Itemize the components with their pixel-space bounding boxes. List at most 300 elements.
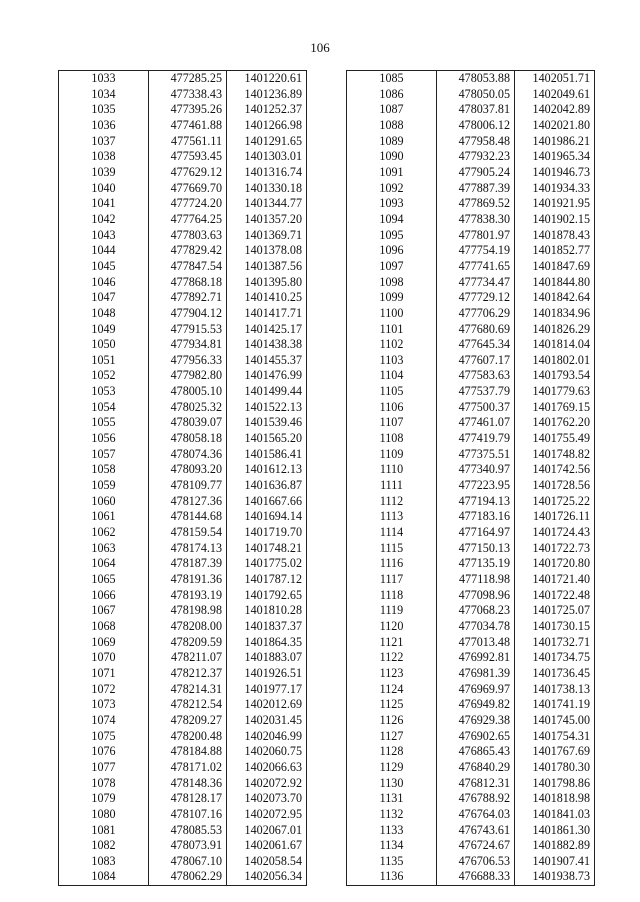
point-number-cell: 1033 [59,71,149,87]
table-row [347,431,595,447]
table-row [59,322,307,338]
table-row [59,729,307,745]
table-row [59,87,307,103]
y-coordinate-cell: 1401934.33 [515,181,595,197]
y-coordinate-cell: 1401724.43 [515,525,595,541]
point-number-cell: 1105 [347,384,437,400]
table-row [347,869,595,885]
table-row [59,118,307,134]
y-coordinate-cell: 1401476.99 [227,368,307,384]
y-coordinate-cell: 1401878.43 [515,228,595,244]
table-row [347,165,595,181]
point-number-cell: 1083 [59,854,149,870]
point-number-cell: 1109 [347,447,437,463]
x-coordinate-cell: 478025.32 [149,400,227,416]
table-row [59,228,307,244]
table-row [347,275,595,291]
table-row [347,149,595,165]
point-number-cell: 1133 [347,823,437,839]
y-coordinate-cell: 1401745.00 [515,713,595,729]
table-row [59,368,307,384]
point-number-cell: 1074 [59,713,149,729]
table-row [59,212,307,228]
point-number-cell: 1084 [59,869,149,885]
table-row [59,854,307,870]
point-number-cell: 1056 [59,431,149,447]
point-number-cell: 1126 [347,713,437,729]
y-coordinate-cell: 1401818.98 [515,791,595,807]
point-number-cell: 1036 [59,118,149,134]
x-coordinate-cell: 478053.88 [437,71,515,87]
x-coordinate-cell: 477500.37 [437,400,515,416]
y-coordinate-cell: 1402073.70 [227,791,307,807]
point-number-cell: 1118 [347,588,437,604]
point-number-cell: 1072 [59,682,149,698]
x-coordinate-cell: 478093.20 [149,462,227,478]
table-row [59,525,307,541]
y-coordinate-cell: 1401938.73 [515,869,595,885]
y-coordinate-cell: 1402031.45 [227,713,307,729]
y-coordinate-cell: 1401730.15 [515,619,595,635]
coordinates-table-right [346,70,595,886]
table-row [59,447,307,463]
y-coordinate-cell: 1401721.40 [515,572,595,588]
y-coordinate-cell: 1401793.54 [515,368,595,384]
x-coordinate-cell: 477068.23 [437,603,515,619]
y-coordinate-cell: 1401455.37 [227,353,307,369]
point-number-cell: 1125 [347,697,437,713]
x-coordinate-cell: 476788.92 [437,791,515,807]
x-coordinate-cell: 478211.07 [149,650,227,666]
x-coordinate-cell: 478214.31 [149,682,227,698]
x-coordinate-cell: 477729.12 [437,290,515,306]
table-row [59,541,307,557]
y-coordinate-cell: 1401741.19 [515,697,595,713]
x-coordinate-cell: 477680.69 [437,322,515,338]
y-coordinate-cell: 1401726.11 [515,509,595,525]
x-coordinate-cell: 477034.78 [437,619,515,635]
page-number: 106 [310,40,330,55]
point-number-cell: 1116 [347,556,437,572]
table-row [59,650,307,666]
table-row [347,306,595,322]
point-number-cell: 1057 [59,447,149,463]
x-coordinate-cell: 477741.65 [437,259,515,275]
x-coordinate-cell: 477164.97 [437,525,515,541]
y-coordinate-cell: 1401344.77 [227,196,307,212]
table-row [347,744,595,760]
x-coordinate-cell: 477340.97 [437,462,515,478]
table-row [59,807,307,823]
point-number-cell: 1066 [59,588,149,604]
table-row [59,415,307,431]
y-coordinate-cell: 1401748.21 [227,541,307,557]
point-number-cell: 1122 [347,650,437,666]
x-coordinate-cell: 476992.81 [437,650,515,666]
x-coordinate-cell: 478039.07 [149,415,227,431]
y-coordinate-cell: 1401395.80 [227,275,307,291]
table-row [347,509,595,525]
table-row [59,603,307,619]
y-coordinate-cell: 1401667.66 [227,494,307,510]
y-coordinate-cell: 1401802.01 [515,353,595,369]
point-number-cell: 1093 [347,196,437,212]
table-row [347,541,595,557]
table-row [59,400,307,416]
x-coordinate-cell: 477869.52 [437,196,515,212]
y-coordinate-cell: 1401762.20 [515,415,595,431]
y-coordinate-cell: 1401357.20 [227,212,307,228]
table-row [59,838,307,854]
y-coordinate-cell: 1401946.73 [515,165,595,181]
x-coordinate-cell: 477593.45 [149,149,227,165]
y-coordinate-cell: 1401755.49 [515,431,595,447]
table-row [347,259,595,275]
y-coordinate-cell: 1402067.01 [227,823,307,839]
point-number-cell: 1117 [347,572,437,588]
point-number-cell: 1112 [347,494,437,510]
y-coordinate-cell: 1401522.13 [227,400,307,416]
y-coordinate-cell: 1401814.04 [515,337,595,353]
y-coordinate-cell: 1401882.89 [515,838,595,854]
table-row [59,791,307,807]
point-number-cell: 1078 [59,776,149,792]
x-coordinate-cell: 478208.00 [149,619,227,635]
y-coordinate-cell: 1401738.13 [515,682,595,698]
table-row [59,619,307,635]
point-number-cell: 1129 [347,760,437,776]
point-number-cell: 1042 [59,212,149,228]
point-number-cell: 1091 [347,165,437,181]
table-row [59,181,307,197]
x-coordinate-cell: 476764.03 [437,807,515,823]
x-coordinate-cell: 478127.36 [149,494,227,510]
table-row [347,400,595,416]
table-row [59,275,307,291]
point-number-cell: 1044 [59,243,149,259]
point-number-cell: 1123 [347,666,437,682]
table-row [347,776,595,792]
table-row [59,572,307,588]
y-coordinate-cell: 1401769.15 [515,400,595,416]
x-coordinate-cell: 477419.79 [437,431,515,447]
point-number-cell: 1038 [59,149,149,165]
x-coordinate-cell: 478005.10 [149,384,227,400]
table-row [347,384,595,400]
table-row [59,71,307,87]
point-number-cell: 1094 [347,212,437,228]
point-number-cell: 1082 [59,838,149,854]
y-coordinate-cell: 1401844.80 [515,275,595,291]
y-coordinate-cell: 1401252.37 [227,102,307,118]
point-number-cell: 1043 [59,228,149,244]
point-number-cell: 1068 [59,619,149,635]
table-row [347,791,595,807]
y-coordinate-cell: 1401861.30 [515,823,595,839]
x-coordinate-cell: 477183.16 [437,509,515,525]
x-coordinate-cell: 477734.47 [437,275,515,291]
point-number-cell: 1063 [59,541,149,557]
point-number-cell: 1039 [59,165,149,181]
x-coordinate-cell: 478074.36 [149,447,227,463]
point-number-cell: 1106 [347,400,437,416]
table-row [347,322,595,338]
y-coordinate-cell: 1401725.22 [515,494,595,510]
x-coordinate-cell: 477982.80 [149,368,227,384]
table-row [347,353,595,369]
y-coordinate-cell: 1402058.54 [227,854,307,870]
point-number-cell: 1037 [59,134,149,150]
table-row [347,290,595,306]
y-coordinate-cell: 1401834.96 [515,306,595,322]
y-coordinate-cell: 1401586.41 [227,447,307,463]
x-coordinate-cell: 476969.97 [437,682,515,698]
x-coordinate-cell: 477461.88 [149,118,227,134]
table-row [59,353,307,369]
point-number-cell: 1034 [59,87,149,103]
point-number-cell: 1048 [59,306,149,322]
y-coordinate-cell: 1401636.87 [227,478,307,494]
point-number-cell: 1134 [347,838,437,854]
y-coordinate-cell: 1401499.44 [227,384,307,400]
x-coordinate-cell: 477838.30 [437,212,515,228]
point-number-cell: 1061 [59,509,149,525]
point-number-cell: 1089 [347,134,437,150]
table-row [59,134,307,150]
table-row [59,290,307,306]
y-coordinate-cell: 1402051.71 [515,71,595,87]
table-row [59,713,307,729]
table-row [59,776,307,792]
x-coordinate-cell: 477706.29 [437,306,515,322]
table-row [59,556,307,572]
x-coordinate-cell: 477934.81 [149,337,227,353]
point-number-cell: 1121 [347,635,437,651]
x-coordinate-cell: 478209.59 [149,635,227,651]
y-coordinate-cell: 1402046.99 [227,729,307,745]
y-coordinate-cell: 1401754.31 [515,729,595,745]
y-coordinate-cell: 1401921.95 [515,196,595,212]
x-coordinate-cell: 478184.88 [149,744,227,760]
point-number-cell: 1067 [59,603,149,619]
table-row [347,478,595,494]
table-row [59,744,307,760]
x-coordinate-cell: 476724.67 [437,838,515,854]
table-row [59,666,307,682]
x-coordinate-cell: 478062.29 [149,869,227,885]
x-coordinate-cell: 478200.48 [149,729,227,745]
x-coordinate-cell: 476949.82 [437,697,515,713]
point-number-cell: 1096 [347,243,437,259]
table-row [347,181,595,197]
y-coordinate-cell: 1401720.80 [515,556,595,572]
point-number-cell: 1053 [59,384,149,400]
y-coordinate-cell: 1402072.95 [227,807,307,823]
y-coordinate-cell: 1401837.37 [227,619,307,635]
x-coordinate-cell: 476981.39 [437,666,515,682]
y-coordinate-cell: 1401719.70 [227,525,307,541]
table-row [59,635,307,651]
table-row [59,431,307,447]
x-coordinate-cell: 478058.18 [149,431,227,447]
x-coordinate-cell: 477829.42 [149,243,227,259]
table-row [347,823,595,839]
point-number-cell: 1128 [347,744,437,760]
x-coordinate-cell: 478171.02 [149,760,227,776]
point-number-cell: 1124 [347,682,437,698]
point-number-cell: 1035 [59,102,149,118]
x-coordinate-cell: 478198.98 [149,603,227,619]
point-number-cell: 1073 [59,697,149,713]
point-number-cell: 1097 [347,259,437,275]
table-row [347,102,595,118]
table-row [347,760,595,776]
table-row [347,415,595,431]
x-coordinate-cell: 476743.61 [437,823,515,839]
y-coordinate-cell: 1401852.77 [515,243,595,259]
x-coordinate-cell: 478174.13 [149,541,227,557]
y-coordinate-cell: 1402072.92 [227,776,307,792]
y-coordinate-cell: 1402012.69 [227,697,307,713]
y-coordinate-cell: 1401798.86 [515,776,595,792]
y-coordinate-cell: 1401780.30 [515,760,595,776]
y-coordinate-cell: 1401965.34 [515,149,595,165]
y-coordinate-cell: 1401387.56 [227,259,307,275]
y-coordinate-cell: 1401220.61 [227,71,307,87]
x-coordinate-cell: 477607.17 [437,353,515,369]
table-row [59,462,307,478]
x-coordinate-cell: 478107.16 [149,807,227,823]
y-coordinate-cell: 1401728.56 [515,478,595,494]
y-coordinate-cell: 1401977.17 [227,682,307,698]
y-coordinate-cell: 1401736.45 [515,666,595,682]
x-coordinate-cell: 478128.17 [149,791,227,807]
point-number-cell: 1086 [347,87,437,103]
y-coordinate-cell: 1401926.51 [227,666,307,682]
table-row [347,525,595,541]
table-row [347,243,595,259]
point-number-cell: 1079 [59,791,149,807]
x-coordinate-cell: 477887.39 [437,181,515,197]
x-coordinate-cell: 478073.91 [149,838,227,854]
point-number-cell: 1040 [59,181,149,197]
table-row [347,713,595,729]
point-number-cell: 1052 [59,368,149,384]
x-coordinate-cell: 477645.34 [437,337,515,353]
point-number-cell: 1088 [347,118,437,134]
point-number-cell: 1130 [347,776,437,792]
table-row [347,666,595,682]
point-number-cell: 1095 [347,228,437,244]
point-number-cell: 1115 [347,541,437,557]
y-coordinate-cell: 1402021.80 [515,118,595,134]
table-row [347,588,595,604]
point-number-cell: 1049 [59,322,149,338]
table-row [347,134,595,150]
y-coordinate-cell: 1401902.15 [515,212,595,228]
y-coordinate-cell: 1401779.63 [515,384,595,400]
point-number-cell: 1127 [347,729,437,745]
x-coordinate-cell: 476812.31 [437,776,515,792]
x-coordinate-cell: 477764.25 [149,212,227,228]
x-coordinate-cell: 477395.26 [149,102,227,118]
table-row [59,494,307,510]
y-coordinate-cell: 1401722.48 [515,588,595,604]
table-row [347,603,595,619]
point-number-cell: 1136 [347,869,437,885]
table-row [59,509,307,525]
y-coordinate-cell: 1401847.69 [515,259,595,275]
x-coordinate-cell: 477375.51 [437,447,515,463]
y-coordinate-cell: 1401767.69 [515,744,595,760]
point-number-cell: 1059 [59,478,149,494]
y-coordinate-cell: 1401303.01 [227,149,307,165]
point-number-cell: 1062 [59,525,149,541]
point-number-cell: 1076 [59,744,149,760]
point-number-cell: 1098 [347,275,437,291]
x-coordinate-cell: 478050.05 [437,87,515,103]
table-row [347,118,595,134]
x-coordinate-cell: 478187.39 [149,556,227,572]
x-coordinate-cell: 477135.19 [437,556,515,572]
point-number-cell: 1051 [59,353,149,369]
point-number-cell: 1102 [347,337,437,353]
table-row [347,556,595,572]
x-coordinate-cell: 478037.81 [437,102,515,118]
y-coordinate-cell: 1402061.67 [227,838,307,854]
y-coordinate-cell: 1401410.25 [227,290,307,306]
x-coordinate-cell: 478193.19 [149,588,227,604]
x-coordinate-cell: 477194.13 [437,494,515,510]
y-coordinate-cell: 1401792.65 [227,588,307,604]
x-coordinate-cell: 477338.43 [149,87,227,103]
table-row [59,259,307,275]
point-number-cell: 1081 [59,823,149,839]
x-coordinate-cell: 476840.29 [437,760,515,776]
table-row [59,869,307,885]
point-number-cell: 1087 [347,102,437,118]
x-coordinate-cell: 478006.12 [437,118,515,134]
x-coordinate-cell: 476688.33 [437,869,515,885]
y-coordinate-cell: 1401787.12 [227,572,307,588]
y-coordinate-cell: 1401841.03 [515,807,595,823]
x-coordinate-cell: 477561.11 [149,134,227,150]
x-coordinate-cell: 477537.79 [437,384,515,400]
y-coordinate-cell: 1401864.35 [227,635,307,651]
y-coordinate-cell: 1401565.20 [227,431,307,447]
x-coordinate-cell: 477013.48 [437,635,515,651]
x-coordinate-cell: 477958.48 [437,134,515,150]
point-number-cell: 1100 [347,306,437,322]
x-coordinate-cell: 476929.38 [437,713,515,729]
table-row [59,337,307,353]
point-number-cell: 1092 [347,181,437,197]
point-number-cell: 1107 [347,415,437,431]
point-number-cell: 1045 [59,259,149,275]
table-row [347,838,595,854]
point-number-cell: 1131 [347,791,437,807]
x-coordinate-cell: 477956.33 [149,353,227,369]
table-row [347,650,595,666]
table-row [347,71,595,87]
x-coordinate-cell: 477847.54 [149,259,227,275]
point-number-cell: 1099 [347,290,437,306]
table-row [347,635,595,651]
table-row [347,462,595,478]
x-coordinate-cell: 477285.25 [149,71,227,87]
x-coordinate-cell: 477905.24 [437,165,515,181]
point-number-cell: 1090 [347,149,437,165]
